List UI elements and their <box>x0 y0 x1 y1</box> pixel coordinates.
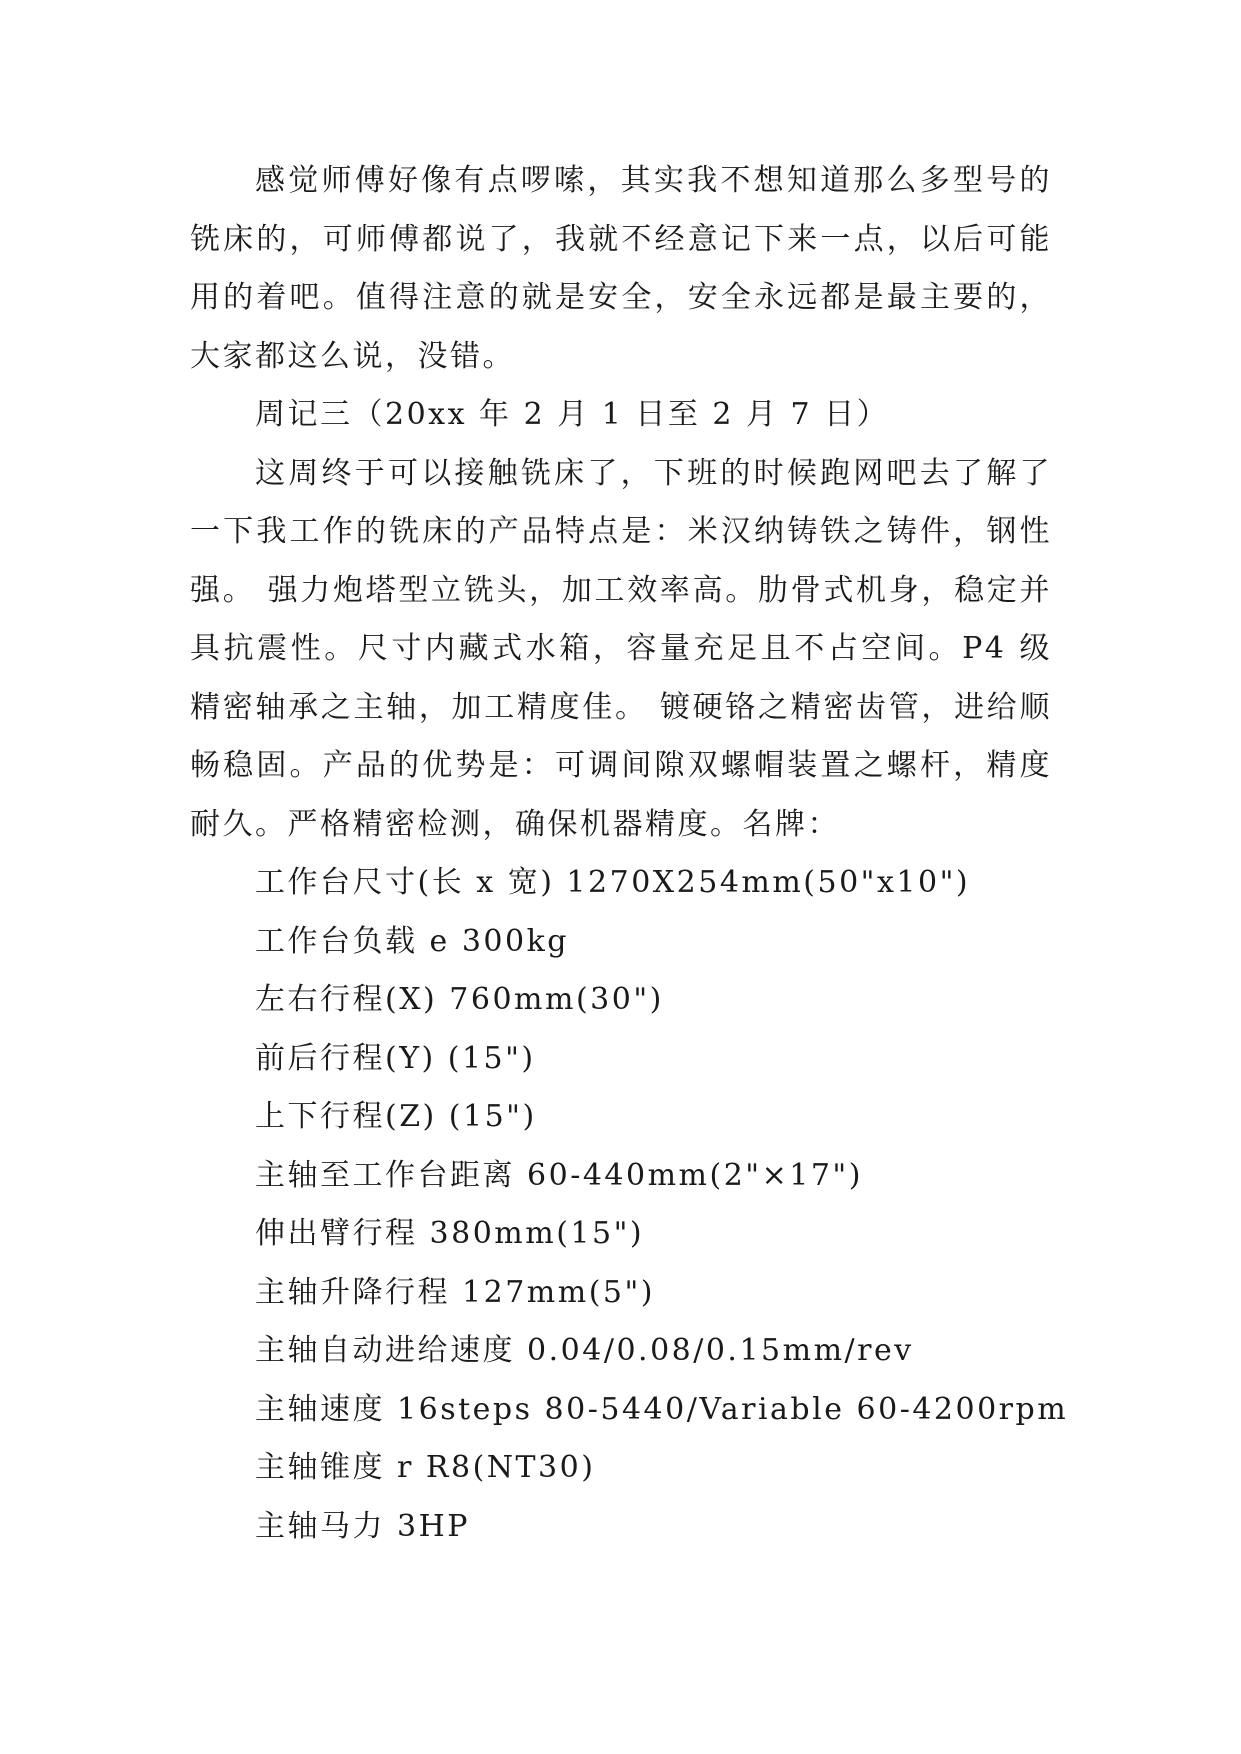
spec-item-auto-feed: 主轴自动进给速度 0.04/0.08/0.15mm/rev <box>255 1333 914 1368</box>
spec-item-y-travel: 前后行程(Y) (15") <box>255 1040 536 1076</box>
document-body <box>190 152 1069 1556</box>
paragraph-product-features: 这周终于可以接触铣床了，下班的时候跑网吧去了解了一下我工作的铣床的产品特点是：米汉纳铸铁之铸件，钢性强。 强力炮塔型立铣头，加工效率高。肋骨式机身，稳定并具抗震性。尺寸内藏式水箱，容量充足且不占空间。P4 级精密轴承之主轴，加工精度佳。 镀硬铬之精密齿管，进给顺畅稳固。产品的优势是：可调间隙双螺帽装置之螺杆，精度耐久。严格精密检测，确保机器精度。名牌： <box>190 455 1052 842</box>
spec-item-x-travel: 左右行程(X) 760mm(30") <box>255 982 664 1017</box>
spec-item-spindle-taper: 主轴锥度 r R8(NT30) <box>255 1450 596 1485</box>
spec-item-spindle-speed: 主轴速度 16steps 80-5440/Variable 60-4200rpm <box>255 1391 1069 1427</box>
spec-item-table-load: 工作台负载 e 300kg <box>255 923 569 959</box>
spec-item-spindle-to-table: 主轴至工作台距离 60-440mm(2"×17") <box>255 1157 863 1193</box>
weekly-journal-heading: 周记三（20xx 年 2 月 1 日至 2 月 7 日） <box>255 397 890 432</box>
spec-item-z-travel: 上下行程(Z) (15") <box>255 1099 537 1134</box>
paragraph-intro: 感觉师傅好像有点啰嗦，其实我不想知道那么多型号的铣床的，可师傅都说了，我就不经意记下来一点，以后可能用的着吧。值得注意的就是安全，安全永远都是最主要的，大家都这么说，没错。 <box>190 163 1052 374</box>
spec-item-ram-travel: 伸出臂行程 380mm(15") <box>255 1216 645 1251</box>
spec-item-table-size: 工作台尺寸(长 x 宽) 1270X254mm(50"x10") <box>255 865 971 900</box>
spec-item-quill-travel: 主轴升降行程 127mm(5") <box>255 1274 655 1310</box>
spec-item-spindle-power: 主轴马力 3HP <box>255 1508 470 1544</box>
spec-list <box>190 854 1069 1556</box>
